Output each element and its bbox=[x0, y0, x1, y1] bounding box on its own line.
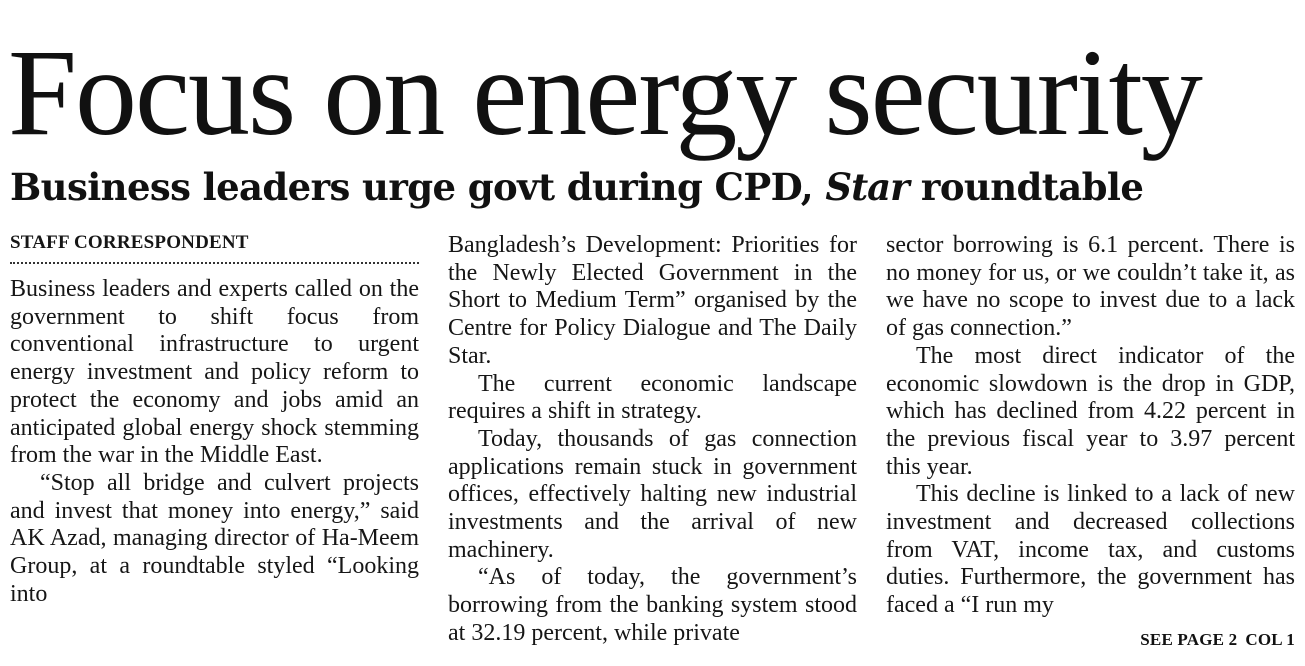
byline: STAFF CORRESPONDENT bbox=[10, 232, 419, 264]
paragraph: Business leaders and experts called on the government to shift focus from conventional infrastructure to urgent energy investment and policy reform to protect the economy and jobs amid an anticipated global energy shock stemming from the war in the Middle East. bbox=[10, 276, 419, 469]
article-column-3 bbox=[886, 232, 1295, 620]
article-column-1 bbox=[10, 232, 419, 608]
article-column-2 bbox=[448, 232, 857, 648]
paragraph: Today, thousands of gas connection applications remain stuck in government offices, effectively halting new industrial investments and the arrival of new machinery. bbox=[448, 425, 857, 563]
continuation-note bbox=[1140, 630, 1295, 650]
paragraph: This decline is linked to a lack of new investment and decreased collections from VAT, income tax, and customs duties. Furthermore, the government has faced a “I run my bbox=[886, 481, 1295, 619]
paragraph: Bangladesh’s Development: Priorities for the Newly Elected Government in the Short to Medium Term” organised by the Centre for Policy Dialogue and The Daily Star. bbox=[448, 232, 857, 369]
star-logo: Star bbox=[825, 165, 909, 209]
paragraph: The current economic landscape requires a shift in strategy. bbox=[448, 370, 857, 425]
headline: Focus on energy security bbox=[8, 24, 1201, 161]
subheadline bbox=[10, 162, 1143, 212]
paragraph: sector borrowing is 6.1 percent. There is no money for us, or we couldn’t take it, as we have no scope to invest due to a lack of gas connection.” bbox=[886, 232, 1295, 342]
subheadline-text: Business leaders urge govt during CPD, bbox=[10, 165, 814, 209]
continuation-page: SEE PAGE 2 bbox=[1140, 630, 1238, 649]
continuation-column: COL 1 bbox=[1245, 630, 1295, 649]
paragraph: “As of today, the government’s borrowing from the banking system stood at 32.19 percent, while private bbox=[448, 564, 857, 646]
paragraph: “Stop all bridge and culvert projects and invest that money into energy,” said AK Azad, managing director of Ha-Meem Group, at a roundtable styled “Looking into bbox=[10, 469, 419, 607]
subheadline-text-end: roundtable bbox=[920, 165, 1144, 209]
paragraph: The most direct indicator of the economic slowdown is the drop in GDP, which has declined from 4.22 percent in the previous fiscal year to 3.97 percent this year. bbox=[886, 342, 1295, 480]
